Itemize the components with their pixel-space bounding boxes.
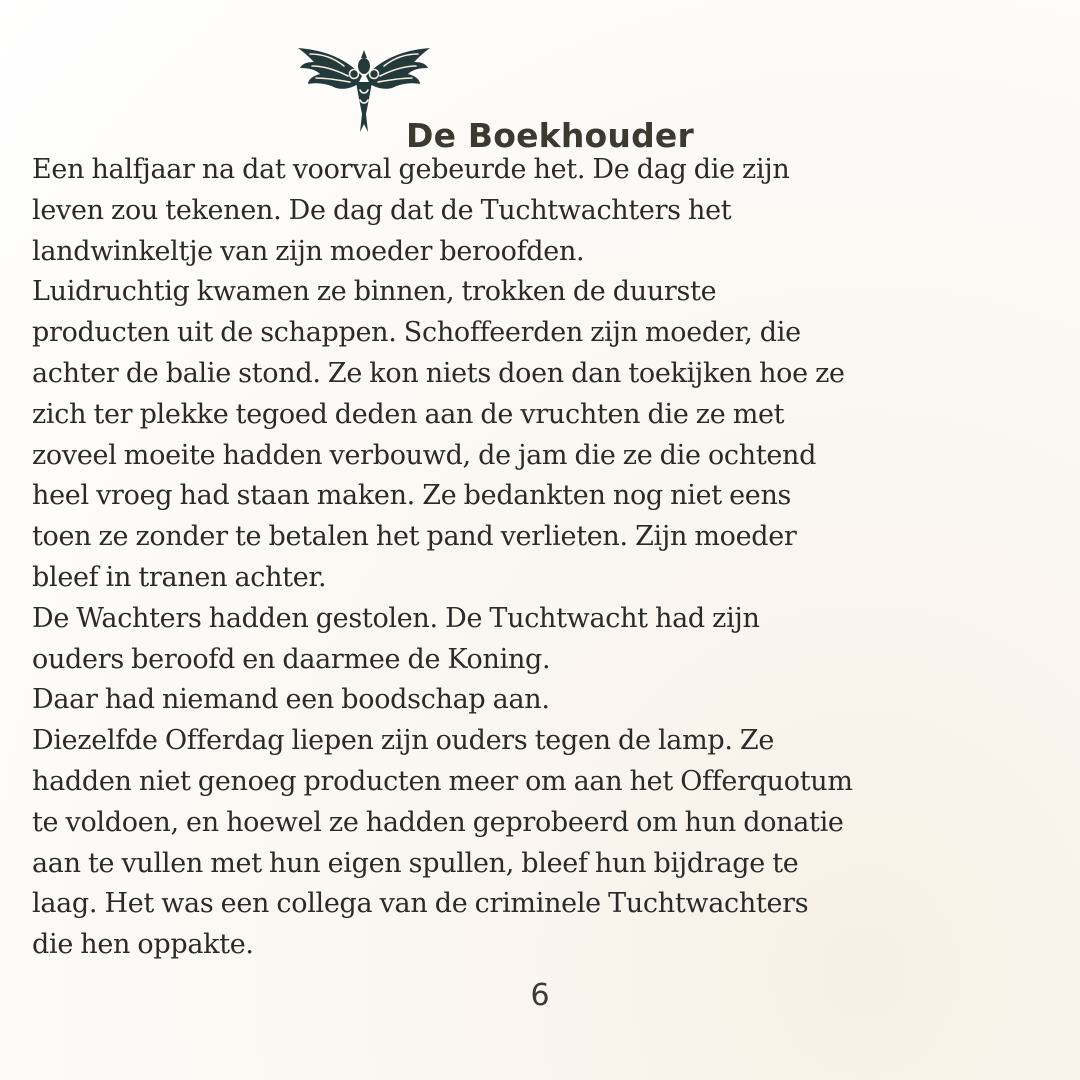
text-line: producten uit de schappen. Schoffeerden zijn moeder, die [32, 317, 801, 349]
text-line: Een halfjaar na dat voorval gebeurde het. De dag die zijn [32, 154, 790, 185]
text-line: bleef in tranen achter. [32, 561, 327, 593]
text-line: zich ter plekke tegoed deden aan de vruchten die ze met [32, 398, 785, 430]
text-line: toen ze zonder te betalen het pand verlieten. Zijn moeder [32, 521, 797, 553]
text-line: Diezelfde Offerdag liepen zijn ouders tegen de lamp. Ze [32, 725, 775, 757]
text-line: ouders beroofd en daarmee de Koning. [32, 643, 551, 675]
text-line: landwinkeltje van zijn moeder beroofden. [32, 235, 585, 267]
text-line: leven zou tekenen. De dag dat de Tuchtwachters het [32, 194, 732, 226]
text-line: aan te vullen met hun eigen spullen, bleef hun bijdrage te [32, 847, 799, 879]
text-line: hadden niet genoeg producten meer om aan het Offerquotum [32, 765, 853, 797]
text-line: die hen oppakte. [32, 929, 254, 961]
text-line: Daar had niemand een boodschap aan. [32, 684, 550, 716]
brand-title: De Boekhouder [406, 116, 694, 155]
text-line: laag. Het was een collega van de criminele Tuchtwachters [32, 888, 809, 920]
text-line: Luidruchtig kwamen ze binnen, trokken de duurste [32, 276, 717, 308]
text-line: te voldoen, en hoewel ze hadden geprobeerd om hun donatie [32, 806, 844, 838]
text-line: heel vroeg had staan maken. Ze bedankten nog niet eens [32, 480, 792, 512]
text-line: De Wachters hadden gestolen. De Tuchtwacht had zijn [32, 602, 760, 634]
text-line: achter de balie stond. Ze kon niets doen dan toekijken hoe ze [32, 357, 845, 389]
text-line: zoveel moeite hadden verbouwd, de jam die ze die ochtend [32, 439, 817, 471]
header [296, 42, 716, 155]
page-number: 6 [530, 978, 550, 1013]
story-text [32, 150, 1072, 966]
